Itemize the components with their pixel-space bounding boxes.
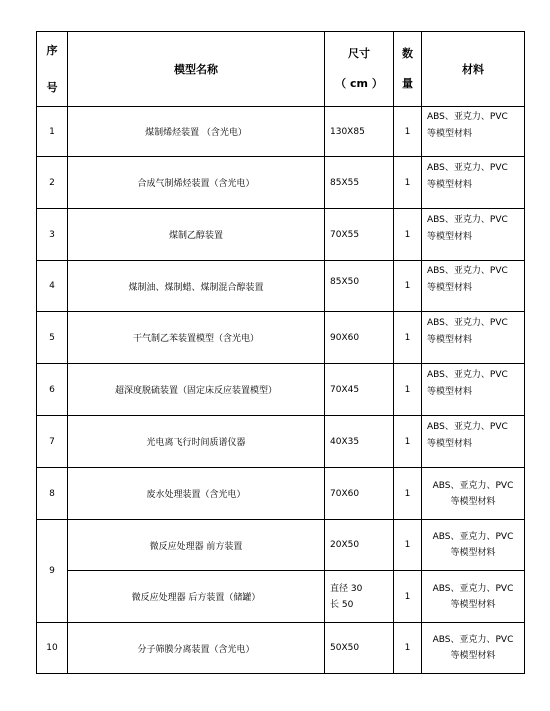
material-line1: ABS、亚克力、PVC [427, 266, 508, 276]
row-size: 70X55 [325, 209, 394, 261]
row-name: 分子筛膜分离装置（含光电） [68, 623, 325, 674]
row-name: 微反应处理器 后方装置（储罐） [68, 571, 325, 623]
row-size: 130X85 [325, 107, 394, 157]
row-name: 干气制乙苯装置模型（含光电） [68, 312, 325, 364]
row-size: 70X60 [325, 468, 394, 520]
material-line1: ABS、亚克力、PVC [427, 111, 508, 122]
row-size: 70X45 [325, 364, 394, 416]
row-size: 40X35 [325, 416, 394, 468]
material-line1: ABS、亚克力、PVC [427, 214, 508, 225]
row-material [422, 416, 525, 468]
material-line2: 等模型材料 [427, 334, 473, 345]
row-material [422, 312, 525, 364]
header-index-line1: 序 [46, 44, 58, 57]
row-name: 煤制乙醇装置 [68, 209, 325, 261]
row-material [422, 623, 525, 674]
row-material [422, 209, 525, 261]
row-material [422, 261, 525, 312]
row-material [422, 157, 525, 209]
table-row [37, 364, 525, 416]
material-line1: ABS、亚克力、PVC [427, 369, 508, 380]
table-row [37, 107, 525, 157]
table-row [37, 209, 525, 261]
row-index: 2 [37, 157, 68, 209]
row-index: 1 [37, 107, 68, 157]
table-row [37, 520, 525, 571]
table-row [37, 468, 525, 520]
material-line1: ABS、亚克力、PVC [432, 532, 514, 542]
header-qty-line1: 数 [402, 47, 413, 60]
row-qty: 1 [394, 468, 422, 520]
row-qty: 1 [394, 157, 422, 209]
row-qty: 1 [394, 261, 422, 312]
row-index: 3 [37, 209, 68, 261]
row-index: 6 [37, 364, 68, 416]
table-row [37, 157, 525, 209]
row-name: 煤制烯烃装置 （含光电） [68, 107, 325, 157]
header-material: 材料 [422, 32, 525, 107]
row-index: 8 [37, 468, 68, 520]
row-size: 85X50 [325, 261, 394, 312]
material-line2: 等模型材料 [450, 548, 496, 558]
row-material [422, 468, 525, 520]
header-size-line1: 尺寸 [348, 47, 370, 60]
row-qty: 1 [394, 623, 422, 674]
row-qty: 1 [394, 571, 422, 623]
material-line2: 等模型材料 [427, 128, 473, 139]
row-name: 光电离飞行时间质谱仪器 [68, 416, 325, 468]
row-material [422, 107, 525, 157]
material-line2: 等模型材料 [450, 599, 496, 610]
material-line1: ABS、亚克力、PVC [432, 635, 514, 645]
material-line1: ABS、亚克力、PVC [427, 421, 508, 432]
header-index-line2: 号 [46, 81, 58, 94]
row-qty: 1 [394, 312, 422, 364]
row-name: 废水处理装置（含光电） [68, 468, 325, 520]
table-row [37, 312, 525, 364]
row-index: 10 [37, 623, 68, 674]
row-size: 50X50 [325, 623, 394, 674]
header-qty [394, 32, 422, 107]
row-qty: 1 [394, 520, 422, 571]
row-size: 20X50 [325, 520, 394, 571]
row-qty: 1 [394, 107, 422, 157]
row-material [422, 520, 525, 571]
row-name: 微反应处理器 前方装置 [68, 520, 325, 571]
row-name: 超深度脱硫装置（固定床反应装置模型） [68, 364, 325, 416]
model-list-table [36, 31, 525, 674]
material-line2: 等模型材料 [427, 231, 473, 242]
material-line2: 等模型材料 [427, 283, 473, 293]
row-material [422, 364, 525, 416]
header-size [325, 32, 394, 107]
header-row [37, 32, 525, 107]
material-line1: ABS、亚克力、PVC [427, 317, 508, 328]
row-index: 5 [37, 312, 68, 364]
row-size [325, 571, 394, 623]
material-line2: 等模型材料 [427, 438, 473, 449]
row-index: 9 [37, 520, 68, 623]
row-qty: 1 [394, 209, 422, 261]
material-line1: ABS、亚克力、PVC [432, 583, 514, 594]
material-line2: 等模型材料 [427, 179, 473, 190]
table-row [37, 416, 525, 468]
header-index [37, 32, 68, 107]
material-line2: 等模型材料 [450, 651, 496, 661]
row-name: 合成气制烯烃装置（含光电） [68, 157, 325, 209]
material-line2: 等模型材料 [427, 386, 473, 397]
row-size: 85X55 [325, 157, 394, 209]
header-qty-line2: 量 [402, 77, 413, 90]
size-line2: 长 50 [330, 599, 354, 610]
row-size: 90X60 [325, 312, 394, 364]
row-qty: 1 [394, 416, 422, 468]
row-name: 煤制油、煤制蜡、煤制混合醇装置 [68, 261, 325, 312]
material-line2: 等模型材料 [450, 496, 496, 507]
row-index: 7 [37, 416, 68, 468]
header-size-line2: （ cm ） [335, 77, 383, 90]
header-name: 模型名称 [68, 32, 325, 107]
table-row [37, 261, 525, 312]
size-line1: 直径 30 [330, 583, 363, 594]
row-qty: 1 [394, 364, 422, 416]
row-material [422, 571, 525, 623]
material-line1: ABS、亚克力、PVC [432, 480, 514, 491]
row-index: 4 [37, 261, 68, 312]
table-row [37, 623, 525, 674]
material-line1: ABS、亚克力、PVC [427, 162, 508, 173]
table-row [37, 571, 525, 623]
